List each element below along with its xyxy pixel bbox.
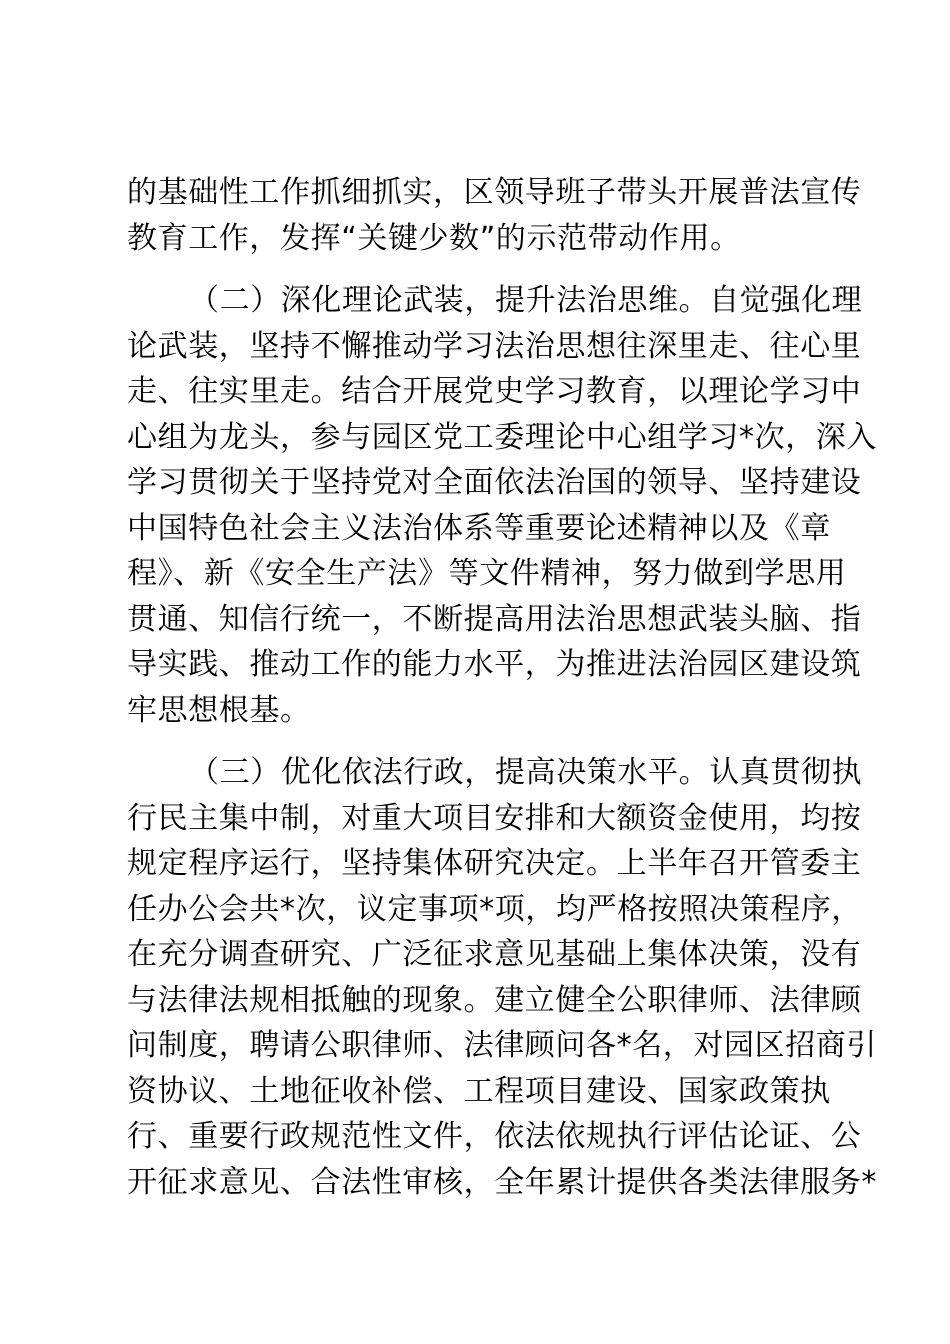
- text-line: 中国特色社会主义法治体系等重要论述精神以及《章: [127, 510, 831, 546]
- text-line: 行、重要行政规范性文件，依法依规执行评估论证、公: [127, 1119, 862, 1154]
- text-line: 论武装，坚持不懈推动学习法治思想往深里走、往心里: [127, 328, 862, 364]
- document-body: [127, 170, 877, 1205]
- text-line: 与法律法规相抵触的现象。建立健全公职律师、法律顾: [127, 982, 862, 1018]
- text-line: 心组为龙头，参与园区党工委理论中心组学习*次，深入: [127, 419, 877, 455]
- text-line: 牢思想根基。: [127, 692, 311, 728]
- text-line: 教育工作，发挥“关键少数”的示范带动作用。: [127, 220, 741, 256]
- text-line: 开征求意见、合法性审核，全年累计提供各类法律服务*: [127, 1164, 877, 1200]
- text-line: 问制度，聘请公职律师、法律顾问各*名，对园区招商引: [127, 1028, 877, 1063]
- text-line: 的基础性工作抓细抓实，区领导班子带头开展普法宣传: [127, 175, 862, 210]
- text-line: 程》、新《安全生产法》等文件精神，努力做到学思用: [127, 556, 847, 591]
- paragraph-section-two: [127, 278, 877, 733]
- text-line: 贯通、知信行统一，不断提高用法治思想武装头脑、指: [127, 601, 862, 637]
- text-line: 导实践、推动工作的能力水平，为推进法治园区建设筑: [127, 647, 862, 682]
- text-line: 走、往实里走。结合开展党史学习教育，以理论学习中: [127, 374, 862, 409]
- text-line-first: （三）优化依法行政，提高决策水平。认真贯彻执: [189, 755, 863, 790]
- text-line: 资协议、土地征收补偿、工程项目建设、国家政策执: [127, 1073, 831, 1109]
- text-line: 学习贯彻关于坚持党对全面依法治国的领导、坚持建设: [127, 465, 862, 500]
- text-line: 行民主集中制，对重大项目安排和大额资金使用，均按: [127, 800, 862, 836]
- text-line: 任办公会共*次，议定事项*项，均严格按照决策程序，: [127, 891, 862, 927]
- text-line: 在充分调查研究、广泛征求意见基础上集体决策，没有: [127, 937, 862, 972]
- text-line: 规定程序运行，坚持集体研究决定。上半年召开管委主: [127, 846, 862, 881]
- paragraph-section-three: [127, 750, 877, 1205]
- paragraph-continuation: [127, 170, 862, 261]
- text-line-first: （二）深化理论武装，提升法治思维。自觉强化理: [189, 283, 863, 318]
